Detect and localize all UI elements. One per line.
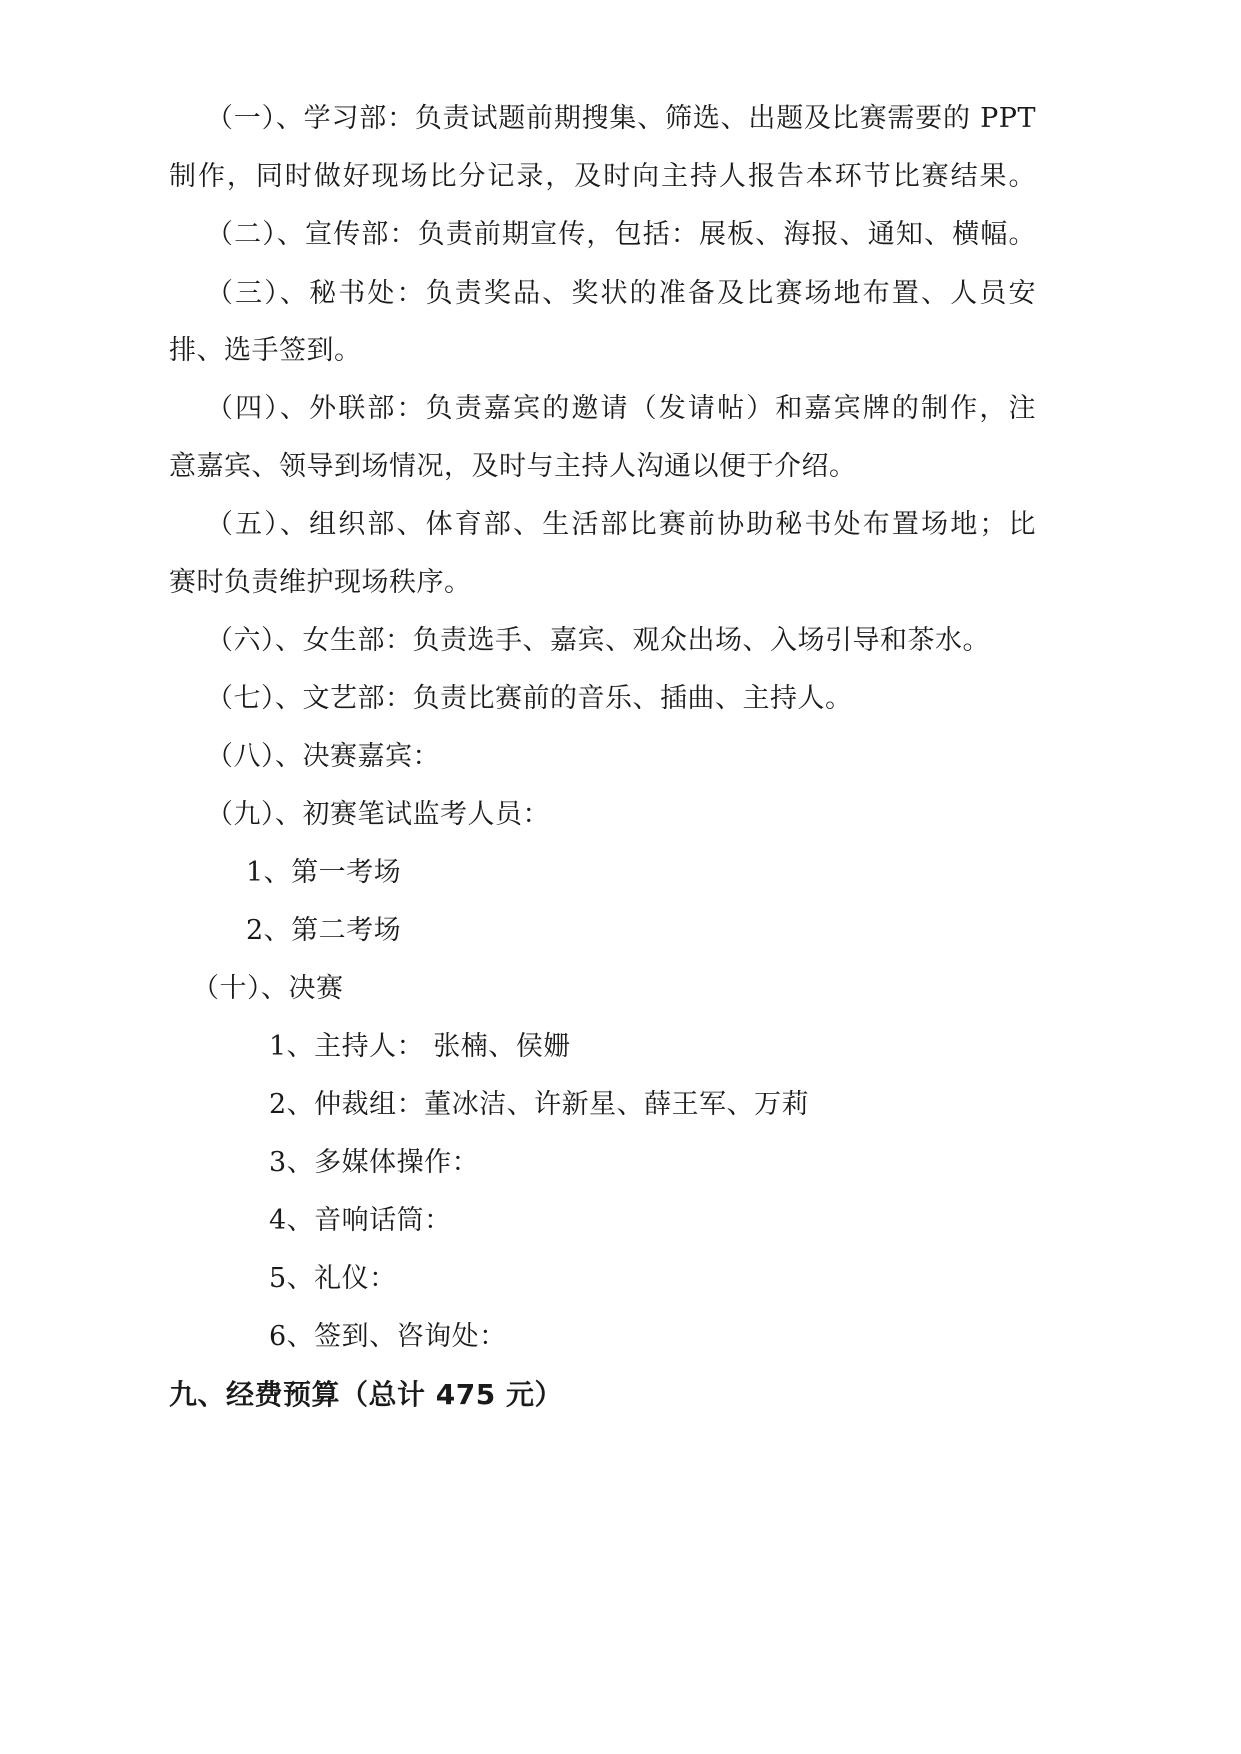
- section-9-item-1: 1、第一考场: [246, 857, 402, 888]
- section-10-item-6: 6、签到、咨询处：: [269, 1321, 507, 1352]
- section-10-item-2: 2、仲裁组：董冰洁、许新星、薛王军、万莉: [269, 1089, 810, 1120]
- section-9-line-1: （九）、初赛笔试监考人员：: [206, 799, 550, 830]
- section-10-line-1: （十）、决赛: [192, 973, 344, 1004]
- section-3-line-2: 排、选手签到。: [169, 335, 362, 366]
- section-1-line-2: 制作，同时做好现场比分记录，及时向主持人报告本环节比赛结果。: [169, 161, 1036, 192]
- section-10-item-1: 1、主持人： 张楠、侯姗: [269, 1031, 571, 1062]
- section-2-line-1: （二）、宣传部：负责前期宣传，包括：展板、海报、通知、横幅。: [206, 219, 1036, 250]
- section-3-line-1: （三）、秘书处：负责奖品、奖状的准备及比赛场地布置、人员安: [206, 278, 1036, 309]
- budget-heading: 九、经费预算（总计 475 元）: [169, 1378, 563, 1411]
- section-10-item-5: 5、礼仪：: [269, 1263, 397, 1294]
- section-8-line-1: （八）、决赛嘉宾：: [206, 741, 440, 772]
- section-4-line-1: （四）、外联部：负责嘉宾的邀请（发请帖）和嘉宾牌的制作，注: [206, 393, 1036, 424]
- section-9-item-2: 2、第二考场: [246, 915, 402, 946]
- section-1-line-1: （一）、学习部：负责试题前期搜集、筛选、出题及比赛需要的 PPT: [206, 103, 1036, 134]
- section-5-line-2: 赛时负责维护现场秩序。: [169, 567, 472, 598]
- section-10-item-3: 3、多媒体操作：: [269, 1147, 480, 1178]
- section-7-line-1: （七）、文艺部：负责比赛前的音乐、插曲、主持人。: [206, 683, 853, 714]
- section-6-line-1: （六）、女生部：负责选手、嘉宾、观众出场、入场引导和茶水。: [206, 625, 990, 656]
- section-4-line-2: 意嘉宾、领导到场情况，及时与主持人沟通以便于介绍。: [169, 451, 857, 482]
- section-5-line-1: （五）、组织部、体育部、生活部比赛前协助秘书处布置场地；比: [206, 509, 1036, 540]
- section-10-item-4: 4、音响话筒：: [269, 1205, 452, 1236]
